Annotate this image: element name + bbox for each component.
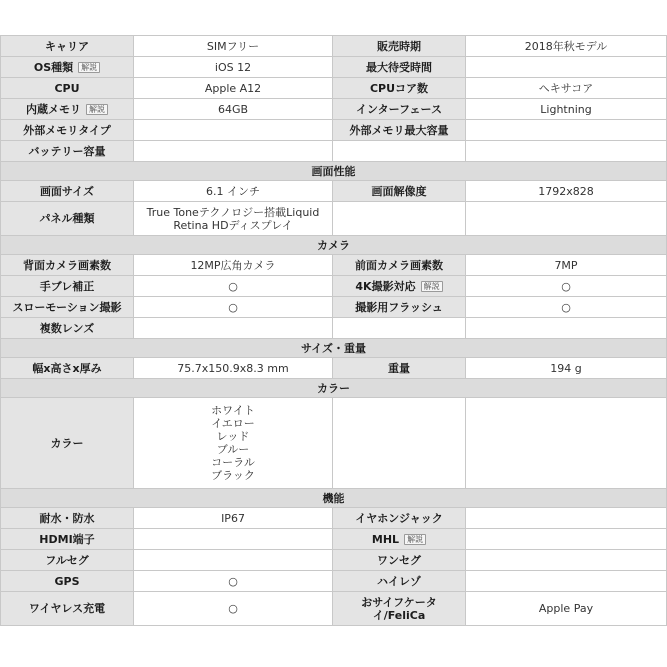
cpu-value: Apple A12: [134, 78, 333, 99]
spec-row: [1, 318, 667, 339]
cores-label: CPUコア数: [333, 78, 466, 99]
extmem-type-value: [134, 120, 333, 141]
features-section-title: 機能: [1, 489, 667, 508]
memory-value: 64GB: [134, 99, 333, 120]
rear-camera-value: 12MP広角カメラ: [134, 255, 333, 276]
section-row: [1, 162, 667, 181]
interface-label: インターフェース: [333, 99, 466, 120]
os-label-cell: [1, 57, 134, 78]
slowmo-value: ○: [134, 297, 333, 318]
k4-help-button[interactable]: 解説: [421, 281, 443, 292]
screen-section-title: 画面性能: [1, 162, 667, 181]
fullseg-label: フルセグ: [1, 550, 134, 571]
panel-value-line2: Retina HDディスプレイ: [173, 218, 293, 232]
extmem-max-label: 外部メモリ最大容量: [333, 120, 466, 141]
felica-value: Apple Pay: [466, 592, 667, 626]
hdmi-label: HDMI端子: [1, 529, 134, 550]
panel-value-line1: True Toneテクノロジー搭載Liquid: [146, 205, 320, 219]
rear-camera-label: 背面カメラ画素数: [1, 255, 134, 276]
color-item: イエロー: [211, 417, 255, 430]
spec-row: [1, 508, 667, 529]
memory-label: 内蔵メモリ: [26, 102, 81, 116]
standby-value: [466, 57, 667, 78]
color-item: ホワイト: [211, 404, 255, 417]
color-item: レッド: [216, 430, 250, 443]
empty-cell: [333, 141, 466, 162]
waterproof-value: IP67: [134, 508, 333, 529]
spec-table: [0, 35, 667, 626]
spec-row: [1, 592, 667, 626]
gps-label: GPS: [1, 571, 134, 592]
felica-label-line1: おサイフケータ: [361, 595, 437, 609]
interface-value: Lightning: [466, 99, 667, 120]
k4-label-cell: [333, 276, 466, 297]
battery-value: [134, 141, 333, 162]
oneseg-value: [466, 550, 667, 571]
resolution-value: 1792x828: [466, 181, 667, 202]
spec-row: [1, 571, 667, 592]
wireless-charging-value: ○: [134, 592, 333, 626]
spec-row: [1, 529, 667, 550]
gps-value: ○: [134, 571, 333, 592]
carrier-label: キャリア: [1, 36, 134, 57]
felica-label: [333, 592, 466, 626]
color-item: コーラル: [211, 456, 255, 469]
waterproof-label: 耐水・防水: [1, 508, 134, 529]
section-row: [1, 339, 667, 358]
spec-row: [1, 202, 667, 236]
spec-row: [1, 550, 667, 571]
wireless-charging-label: ワイヤレス充電: [1, 592, 134, 626]
spec-row: [1, 99, 667, 120]
spec-row: [1, 181, 667, 202]
color-list: [134, 398, 333, 489]
section-row: [1, 236, 667, 255]
size-section-title: サイズ・重量: [1, 339, 667, 358]
mhl-label: MHL: [371, 532, 400, 546]
flash-value: ○: [466, 297, 667, 318]
stabilizer-label: 手ブレ補正: [1, 276, 134, 297]
front-camera-label: 前面カメラ画素数: [333, 255, 466, 276]
multilens-label: 複数レンズ: [1, 318, 134, 339]
color-item: ブラック: [211, 469, 255, 482]
fullseg-value: [134, 550, 333, 571]
panel-value: [134, 202, 333, 236]
earphone-label: イヤホンジャック: [333, 508, 466, 529]
spec-row: [1, 36, 667, 57]
oneseg-label: ワンセグ: [333, 550, 466, 571]
extmem-type-label: 外部メモリタイプ: [1, 120, 134, 141]
resolution-label: 画面解像度: [333, 181, 466, 202]
os-label: OS種類: [33, 60, 74, 74]
k4-label: 4K撮影対応: [355, 279, 416, 293]
spec-row: [1, 398, 667, 489]
color-label: カラー: [1, 398, 134, 489]
section-row: [1, 379, 667, 398]
weight-label: 重量: [333, 358, 466, 379]
felica-label-line2: イ/FeliCa: [372, 608, 426, 622]
screen-size-value: 6.1 インチ: [134, 181, 333, 202]
k4-value: ○: [466, 276, 667, 297]
color-item: ブルー: [216, 443, 250, 456]
memory-help-button[interactable]: 解説: [86, 104, 108, 115]
release-value: 2018年秋モデル: [466, 36, 667, 57]
mhl-help-button[interactable]: 解説: [404, 534, 426, 545]
earphone-value: [466, 508, 667, 529]
standby-label: 最大待受時間: [333, 57, 466, 78]
multilens-value: [134, 318, 333, 339]
spec-row: [1, 297, 667, 318]
release-label: 販売時期: [333, 36, 466, 57]
hdmi-value: [134, 529, 333, 550]
battery-label: バッテリー容量: [1, 141, 134, 162]
memory-label-cell: [1, 99, 134, 120]
section-row: [1, 489, 667, 508]
empty-cell: [333, 318, 466, 339]
slowmo-label: スローモーション撮影: [1, 297, 134, 318]
empty-cell: [466, 141, 667, 162]
color-section-title: カラー: [1, 379, 667, 398]
empty-cell: [466, 398, 667, 489]
cores-value: ヘキサコア: [466, 78, 667, 99]
panel-label: パネル種類: [1, 202, 134, 236]
stabilizer-value: ○: [134, 276, 333, 297]
dimensions-value: 75.7x150.9x8.3 mm: [134, 358, 333, 379]
front-camera-value: 7MP: [466, 255, 667, 276]
spec-row: [1, 141, 667, 162]
camera-section-title: カメラ: [1, 236, 667, 255]
spec-row: [1, 255, 667, 276]
empty-cell: [466, 202, 667, 236]
spec-row: [1, 358, 667, 379]
mhl-value: [466, 529, 667, 550]
spec-row: [1, 78, 667, 99]
os-value: iOS 12: [134, 57, 333, 78]
mhl-label-cell: [333, 529, 466, 550]
os-help-button[interactable]: 解説: [78, 62, 100, 73]
spec-row: [1, 276, 667, 297]
empty-cell: [466, 318, 667, 339]
extmem-max-value: [466, 120, 667, 141]
spec-row: [1, 120, 667, 141]
empty-cell: [333, 202, 466, 236]
screen-size-label: 画面サイズ: [1, 181, 134, 202]
weight-value: 194 g: [466, 358, 667, 379]
spec-row: [1, 57, 667, 78]
cpu-label: CPU: [1, 78, 134, 99]
carrier-value: SIMフリー: [134, 36, 333, 57]
empty-cell: [333, 398, 466, 489]
hires-value: [466, 571, 667, 592]
hires-label: ハイレゾ: [333, 571, 466, 592]
flash-label: 撮影用フラッシュ: [333, 297, 466, 318]
dimensions-label: 幅x高さx厚み: [1, 358, 134, 379]
